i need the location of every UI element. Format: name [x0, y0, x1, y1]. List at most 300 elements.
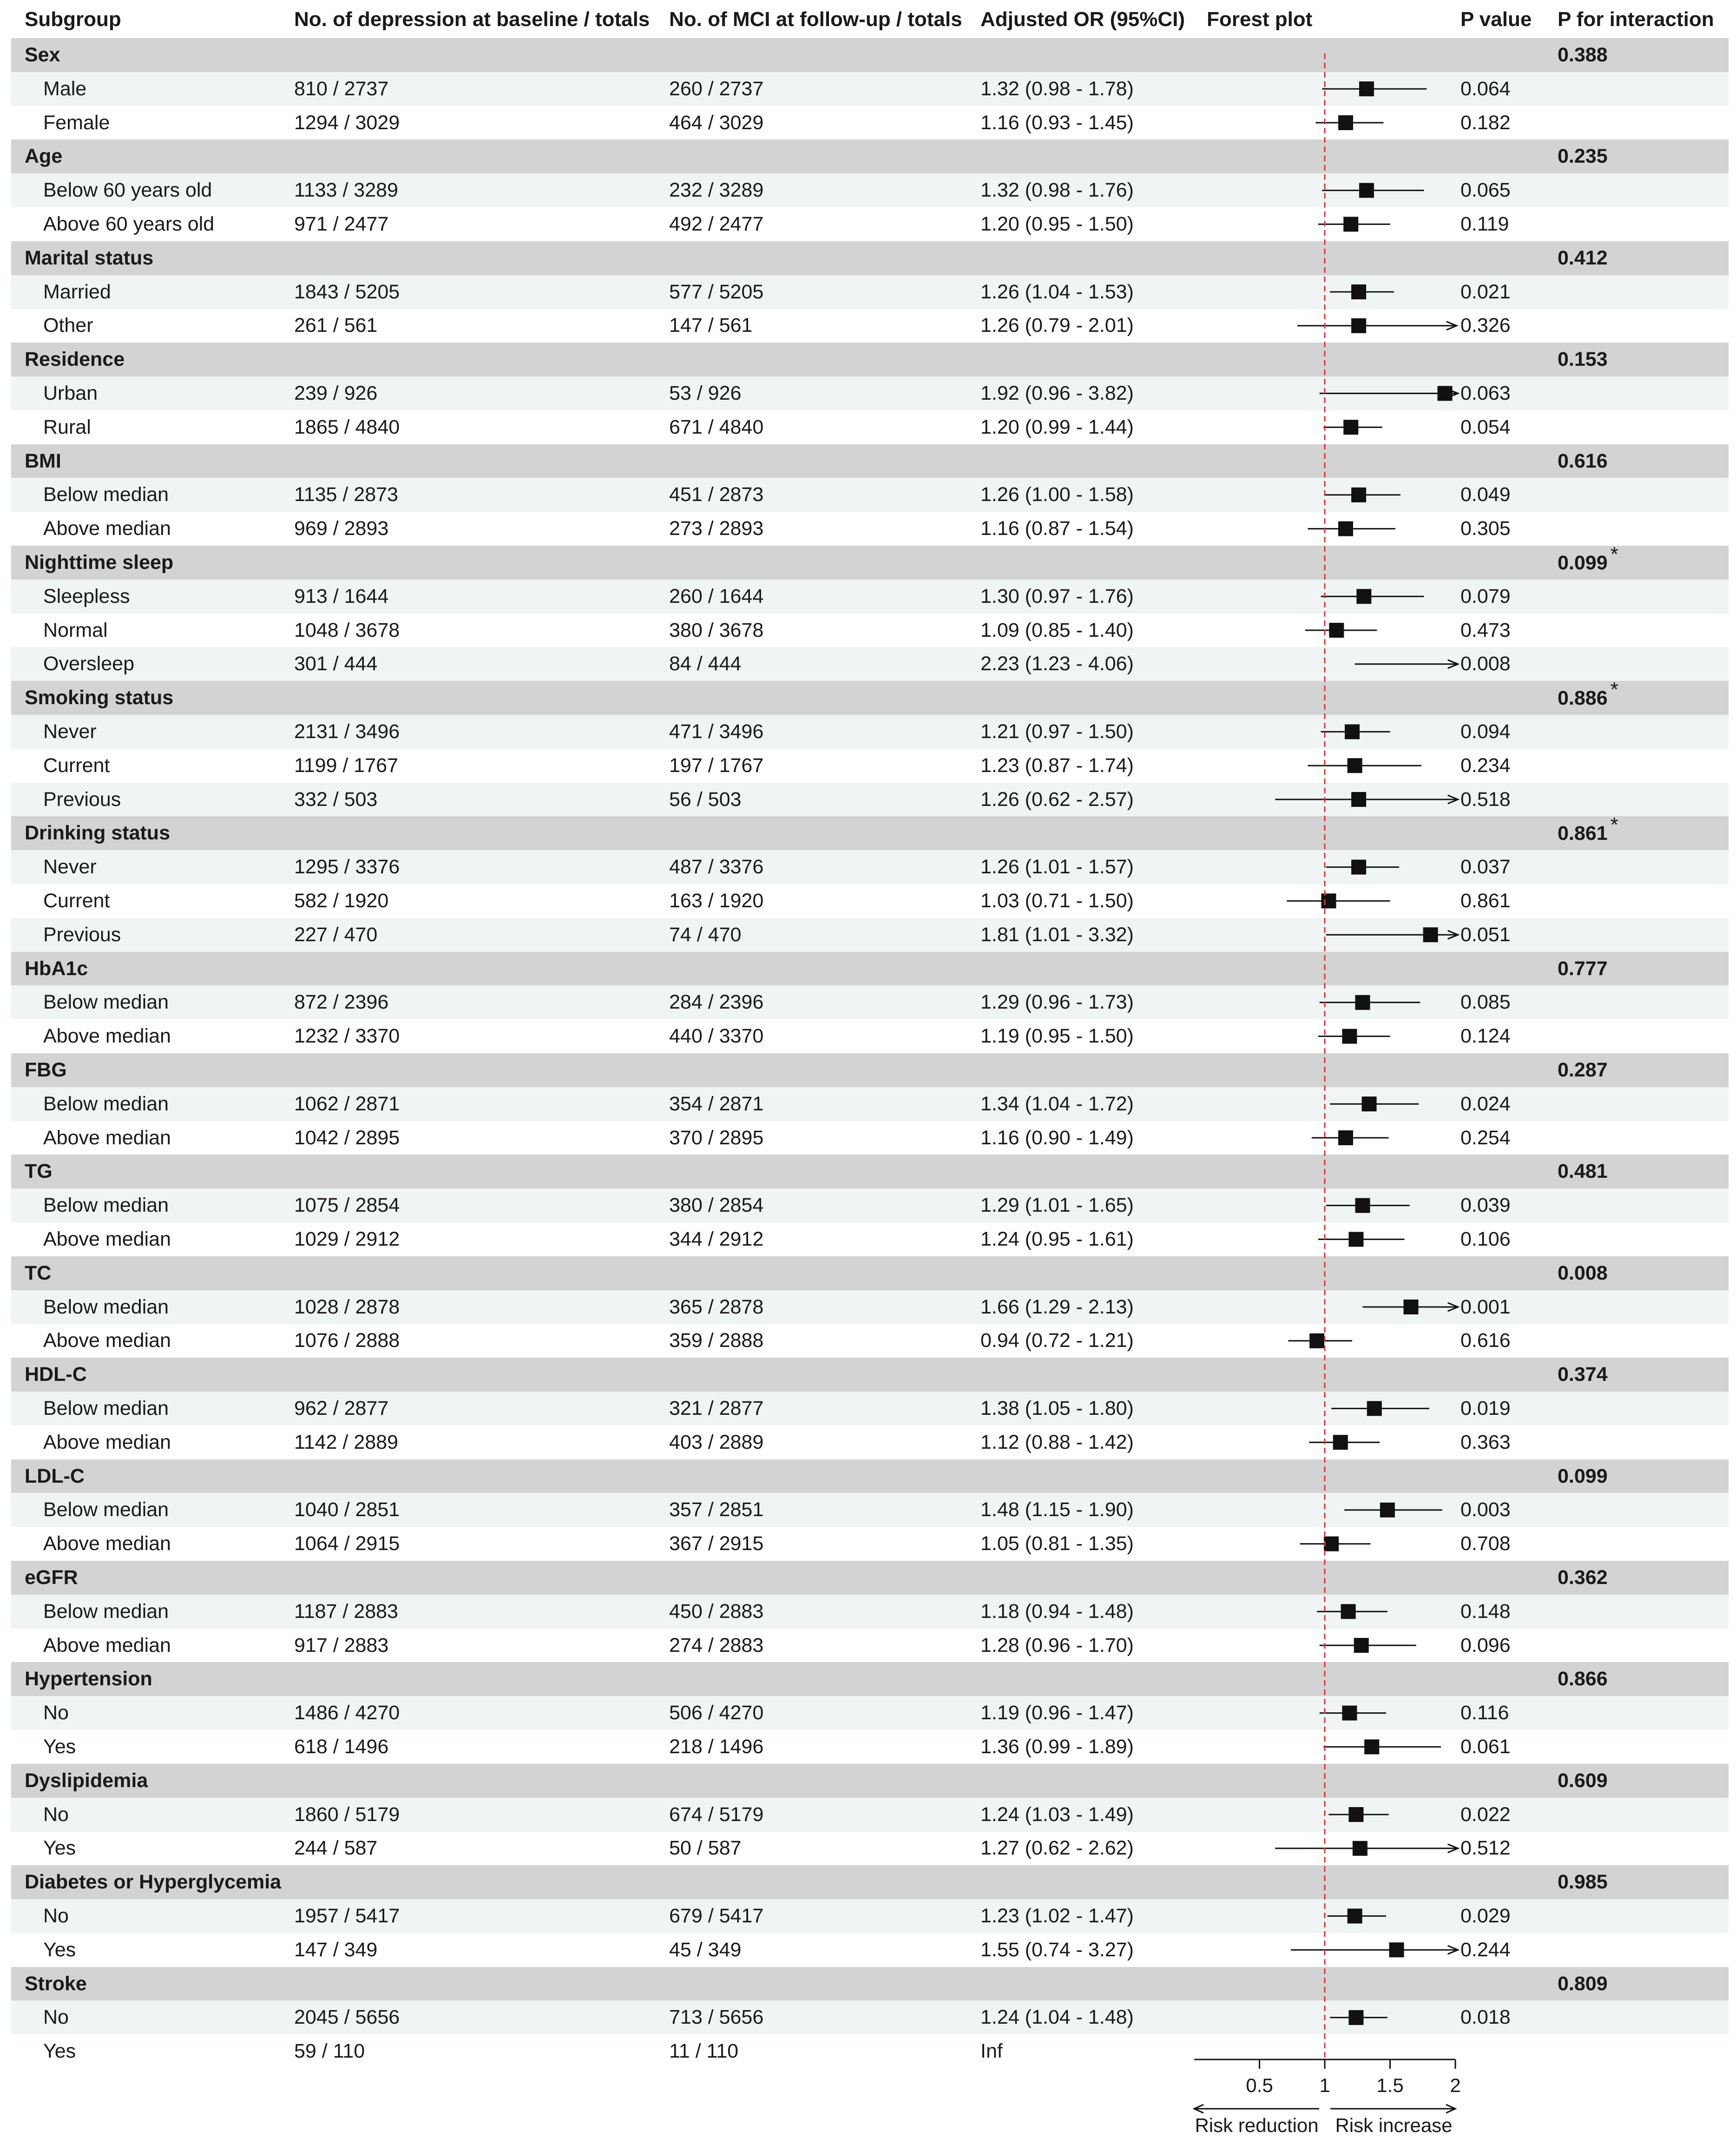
- significance-star: *: [1610, 678, 1618, 701]
- baseline-count: 582 / 1920: [294, 890, 389, 912]
- p-value: 0.001: [1460, 1295, 1511, 1318]
- risk-increase-arrow: [1330, 2105, 1455, 2113]
- followup-count: 450 / 2883: [669, 1600, 764, 1623]
- followup-count: 492 / 2477: [669, 213, 764, 235]
- subgroup-label: Below median: [43, 1397, 169, 1419]
- subgroup-label: No: [43, 1803, 69, 1826]
- group-row: [11, 1256, 1729, 1290]
- followup-count: 403 / 2889: [669, 1431, 764, 1453]
- subgroup-row: [11, 1899, 1729, 1933]
- baseline-count: 261 / 561: [294, 314, 378, 337]
- p-value: 0.119: [1460, 213, 1509, 235]
- baseline-count: 1843 / 5205: [294, 280, 400, 303]
- subgroup-row: [11, 376, 1729, 410]
- followup-count: 713 / 5656: [669, 2006, 764, 2029]
- followup-count: 53 / 926: [669, 382, 742, 404]
- p-interaction: 0.861 *: [1558, 813, 1618, 845]
- p-interaction: 0.374: [1558, 1363, 1608, 1386]
- baseline-count: 962 / 2877: [294, 1397, 389, 1419]
- p-value: 0.064: [1460, 77, 1511, 100]
- subgroup-label: Rural: [43, 416, 91, 438]
- subgroup-label: Above median: [43, 1634, 171, 1657]
- p-value: 0.254: [1460, 1126, 1511, 1149]
- subgroup-label: Normal: [43, 619, 108, 641]
- subgroup-label: Below median: [43, 1092, 169, 1115]
- p-value: 0.708: [1460, 1532, 1511, 1555]
- baseline-count: 1064 / 2915: [294, 1532, 400, 1555]
- subgroup-row: [11, 1426, 1729, 1459]
- baseline-count: 2131 / 3496: [294, 720, 400, 743]
- adjusted-or: 1.16 (0.93 - 1.45): [980, 111, 1134, 134]
- p-interaction: 0.412: [1558, 246, 1608, 269]
- subgroup-label: Yes: [43, 2040, 76, 2063]
- subgroup-label: Above median: [43, 1228, 171, 1250]
- subgroup-label: Yes: [43, 1938, 76, 1961]
- p-value: 0.049: [1460, 483, 1511, 506]
- p-value: 0.305: [1460, 517, 1511, 540]
- baseline-count: 1133 / 3289: [294, 179, 398, 202]
- subgroup-row: [11, 1392, 1729, 1426]
- subgroup-label: Never: [43, 856, 97, 878]
- subgroup-row: [11, 1831, 1729, 1865]
- baseline-count: 618 / 1496: [294, 1736, 389, 1758]
- followup-count: 45 / 349: [669, 1938, 742, 1961]
- p-value: 0.051: [1460, 923, 1511, 946]
- subgroup-row: [11, 749, 1729, 783]
- group-label: Sex: [25, 44, 60, 66]
- adjusted-or: 1.32 (0.98 - 1.76): [980, 179, 1134, 202]
- subgroup-label: Above median: [43, 1329, 171, 1352]
- adjusted-or: 1.12 (0.88 - 1.42): [980, 1431, 1134, 1453]
- followup-count: 218 / 1496: [669, 1736, 764, 1758]
- risk-increase-label: Risk increase: [1335, 2114, 1453, 2136]
- baseline-count: 810 / 2737: [294, 77, 389, 100]
- header-baseline: No. of depression at baseline / totals: [294, 8, 650, 31]
- adjusted-or: Inf: [980, 2040, 1003, 2063]
- adjusted-or: 1.38 (1.05 - 1.80): [980, 1397, 1134, 1419]
- p-value: 0.473: [1460, 619, 1511, 641]
- group-label: LDL-C: [25, 1465, 85, 1487]
- adjusted-or: 1.28 (0.96 - 1.70): [980, 1634, 1134, 1657]
- followup-count: 321 / 2877: [669, 1397, 764, 1419]
- subgroup-label: Yes: [43, 1837, 76, 1860]
- baseline-count: 1042 / 2895: [294, 1126, 400, 1149]
- baseline-count: 1062 / 2871: [294, 1092, 400, 1115]
- adjusted-or: 1.34 (1.04 - 1.72): [980, 1092, 1134, 1115]
- subgroup-label: Male: [43, 77, 87, 100]
- subgroup-row: [11, 72, 1729, 106]
- p-interaction: 0.099: [1558, 1465, 1608, 1487]
- subgroup-label: Never: [43, 720, 97, 743]
- adjusted-or: 1.24 (1.03 - 1.49): [980, 1803, 1134, 1826]
- p-value: 0.116: [1460, 1702, 1509, 1724]
- subgroup-label: Current: [43, 890, 110, 912]
- adjusted-or: 1.32 (0.98 - 1.78): [980, 77, 1134, 100]
- adjusted-or: 1.09 (0.85 - 1.40): [980, 619, 1134, 641]
- adjusted-or: 1.20 (0.99 - 1.44): [980, 416, 1134, 438]
- subgroup-row: [11, 918, 1729, 952]
- followup-count: 471 / 3496: [669, 720, 764, 743]
- p-interaction: 0.777: [1558, 957, 1608, 980]
- followup-count: 354 / 2871: [669, 1092, 764, 1115]
- subgroup-label: Below median: [43, 991, 169, 1014]
- baseline-count: 1486 / 4270: [294, 1702, 400, 1724]
- adjusted-or: 1.19 (0.96 - 1.47): [980, 1702, 1134, 1724]
- followup-count: 577 / 5205: [669, 280, 764, 303]
- followup-count: 370 / 2895: [669, 1126, 764, 1149]
- subgroup-row: [11, 850, 1729, 884]
- p-value: 0.018: [1460, 2006, 1511, 2029]
- group-row: [11, 952, 1729, 986]
- followup-count: 344 / 2912: [669, 1228, 764, 1250]
- group-row: [11, 1865, 1729, 1899]
- subgroup-row: [11, 614, 1729, 647]
- baseline-count: 1029 / 2912: [294, 1228, 400, 1250]
- followup-count: 197 / 1767: [669, 754, 764, 777]
- followup-count: 260 / 2737: [669, 77, 764, 100]
- adjusted-or: 1.24 (0.95 - 1.61): [980, 1228, 1134, 1250]
- group-label: Smoking status: [25, 686, 174, 709]
- subgroup-label: Previous: [43, 923, 121, 946]
- subgroup-row: [11, 647, 1729, 681]
- subgroup-row: [11, 1933, 1729, 1967]
- risk-reduction-arrow: [1194, 2105, 1319, 2113]
- subgroup-row: [11, 309, 1729, 343]
- subgroup-label: Urban: [43, 382, 98, 404]
- group-label: TG: [25, 1160, 53, 1183]
- group-row: [11, 1459, 1729, 1493]
- subgroup-label: Above 60 years old: [43, 213, 215, 235]
- subgroup-row: [11, 1121, 1729, 1155]
- baseline-count: 971 / 2477: [294, 213, 389, 235]
- subgroup-label: Previous: [43, 788, 121, 811]
- followup-count: 440 / 3370: [669, 1025, 764, 1048]
- p-value: 0.008: [1460, 653, 1511, 675]
- subgroup-label: No: [43, 1702, 69, 1724]
- p-value: 0.326: [1460, 314, 1511, 337]
- followup-count: 451 / 2873: [669, 483, 764, 506]
- baseline-count: 1028 / 2878: [294, 1295, 400, 1318]
- x-tick-label: 2: [1450, 2074, 1461, 2096]
- subgroup-row: [11, 1188, 1729, 1222]
- adjusted-or: 1.48 (1.15 - 1.90): [980, 1498, 1134, 1521]
- subgroup-row: [11, 410, 1729, 444]
- group-row: [11, 543, 1729, 580]
- followup-count: 74 / 470: [669, 923, 742, 946]
- p-interaction: 0.287: [1558, 1059, 1608, 1081]
- p-value: 0.054: [1460, 416, 1511, 438]
- baseline-count: 1076 / 2888: [294, 1329, 400, 1352]
- baseline-count: 969 / 2893: [294, 517, 389, 540]
- adjusted-or: 0.94 (0.72 - 1.21): [980, 1329, 1134, 1352]
- followup-count: 284 / 2396: [669, 991, 764, 1014]
- group-row: [11, 1053, 1729, 1087]
- adjusted-or: 1.16 (0.87 - 1.54): [980, 517, 1134, 540]
- followup-count: 671 / 4840: [669, 416, 764, 438]
- followup-count: 274 / 2883: [669, 1634, 764, 1657]
- subgroup-row: [11, 1527, 1729, 1561]
- x-tick-label: 1: [1319, 2074, 1330, 2096]
- adjusted-or: 1.23 (0.87 - 1.74): [980, 754, 1134, 777]
- p-value: 0.096: [1460, 1634, 1511, 1657]
- p-interaction: 0.616: [1558, 449, 1608, 472]
- baseline-count: 1860 / 5179: [294, 1803, 400, 1826]
- adjusted-or: 1.26 (1.00 - 1.58): [980, 483, 1134, 506]
- p-value: 0.029: [1460, 1905, 1511, 1927]
- baseline-count: 917 / 2883: [294, 1634, 389, 1657]
- baseline-count: 1075 / 2854: [294, 1194, 400, 1217]
- group-label: FBG: [25, 1059, 67, 1081]
- subgroup-row: [11, 1493, 1729, 1527]
- group-label: Marital status: [25, 246, 154, 269]
- header-followup: No. of MCI at follow-up / totals: [669, 8, 962, 31]
- subgroup-row: [11, 1595, 1729, 1629]
- baseline-count: 1048 / 3678: [294, 619, 400, 641]
- adjusted-or: 1.26 (1.01 - 1.57): [980, 856, 1134, 878]
- baseline-count: 2045 / 5656: [294, 2006, 400, 2029]
- group-row: [11, 1561, 1729, 1595]
- group-label: HDL-C: [25, 1363, 87, 1386]
- subgroup-row: [11, 985, 1729, 1019]
- baseline-count: 1040 / 2851: [294, 1498, 400, 1521]
- baseline-count: 1142 / 2889: [294, 1431, 398, 1453]
- header-adjusted-or: Adjusted OR (95%CI): [980, 8, 1185, 31]
- p-interaction: 0.866: [1558, 1668, 1608, 1690]
- group-row: [11, 1155, 1729, 1188]
- subgroup-label: Below median: [43, 1498, 169, 1521]
- subgroup-row: [11, 2000, 1729, 2034]
- group-label: Hypertension: [25, 1668, 152, 1690]
- subgroup-row: [11, 1798, 1729, 1832]
- p-value: 0.065: [1460, 179, 1511, 202]
- subgroup-row: [11, 275, 1729, 309]
- subgroup-row: [11, 512, 1729, 546]
- subgroup-label: Below median: [43, 1194, 169, 1217]
- header-p-value: P value: [1460, 8, 1532, 31]
- subgroup-label: Below median: [43, 483, 169, 506]
- baseline-count: 1232 / 3370: [294, 1025, 400, 1048]
- group-row: [11, 38, 1729, 72]
- p-interaction: 0.099 *: [1558, 543, 1618, 574]
- group-row: [11, 139, 1729, 173]
- adjusted-or: 2.23 (1.23 - 4.06): [980, 653, 1134, 675]
- baseline-count: 301 / 444: [294, 653, 378, 675]
- subgroup-label: Yes: [43, 1736, 76, 1758]
- adjusted-or: 1.26 (1.04 - 1.53): [980, 280, 1134, 303]
- significance-star: *: [1610, 543, 1618, 566]
- subgroup-row: [11, 106, 1729, 140]
- p-value: 0.182: [1460, 111, 1511, 134]
- followup-count: 365 / 2878: [669, 1295, 764, 1318]
- followup-count: 464 / 3029: [669, 111, 764, 134]
- group-row: [11, 1662, 1729, 1696]
- adjusted-or: 1.21 (0.97 - 1.50): [980, 720, 1134, 743]
- p-interaction: 0.481: [1558, 1160, 1608, 1183]
- p-interaction: 0.809: [1558, 1972, 1608, 1995]
- p-interaction: 0.153: [1558, 348, 1608, 371]
- subgroup-label: Above median: [43, 1126, 171, 1149]
- followup-count: 273 / 2893: [669, 517, 764, 540]
- p-value: 0.244: [1460, 1938, 1511, 1961]
- subgroup-row: [11, 1290, 1729, 1324]
- p-value: 0.616: [1460, 1329, 1511, 1352]
- subgroup-label: Above median: [43, 1025, 171, 1048]
- followup-count: 506 / 4270: [669, 1702, 764, 1724]
- p-value: 0.106: [1460, 1228, 1511, 1250]
- group-label: Drinking status: [25, 822, 170, 845]
- followup-count: 11 / 110: [669, 2040, 739, 2063]
- risk-reduction-label: Risk reduction: [1195, 2114, 1319, 2136]
- followup-count: 163 / 1920: [669, 890, 764, 912]
- subgroup-row: [11, 1696, 1729, 1730]
- subgroup-label: Above median: [43, 517, 171, 540]
- followup-count: 357 / 2851: [669, 1498, 764, 1521]
- subgroup-row: [11, 1324, 1729, 1358]
- p-value: 0.022: [1460, 1803, 1511, 1826]
- subgroup-label: Current: [43, 754, 110, 777]
- p-value: 0.079: [1460, 585, 1511, 607]
- baseline-count: 1294 / 3029: [294, 111, 400, 134]
- group-row: [11, 343, 1729, 376]
- adjusted-or: 1.30 (0.97 - 1.76): [980, 585, 1134, 607]
- subgroup-row: [11, 715, 1729, 749]
- group-label: Dyslipidemia: [25, 1769, 148, 1792]
- header-subgroup: Subgroup: [25, 8, 121, 31]
- followup-count: 147 / 561: [669, 314, 753, 337]
- group-row: [11, 1358, 1729, 1392]
- p-value: 0.094: [1460, 720, 1511, 743]
- adjusted-or: 1.29 (1.01 - 1.65): [980, 1194, 1134, 1217]
- subgroup-row: [11, 1019, 1729, 1053]
- subgroup-row: [11, 884, 1729, 918]
- adjusted-or: 1.55 (0.74 - 3.27): [980, 1938, 1134, 1961]
- p-value: 0.518: [1460, 788, 1511, 811]
- adjusted-or: 1.03 (0.71 - 1.50): [980, 890, 1134, 912]
- subgroup-row: [11, 1222, 1729, 1256]
- group-row: [11, 444, 1729, 478]
- subgroup-label: Below median: [43, 1600, 169, 1623]
- p-value: 0.039: [1460, 1194, 1511, 1217]
- group-label: HbA1c: [25, 957, 88, 980]
- x-tick-label: 1.5: [1376, 2074, 1404, 2096]
- baseline-count: 332 / 503: [294, 788, 378, 811]
- followup-count: 359 / 2888: [669, 1329, 764, 1352]
- adjusted-or: 1.16 (0.90 - 1.49): [980, 1126, 1134, 1149]
- adjusted-or: 1.18 (0.94 - 1.48): [980, 1600, 1134, 1623]
- group-row: [11, 241, 1729, 275]
- group-label: eGFR: [25, 1566, 78, 1589]
- baseline-count: 59 / 110: [294, 2040, 365, 2063]
- group-row: [11, 1967, 1729, 2001]
- group-row: [11, 678, 1729, 715]
- baseline-count: 147 / 349: [294, 1938, 378, 1961]
- p-value: 0.061: [1460, 1736, 1511, 1758]
- subgroup-label: No: [43, 2006, 69, 2029]
- p-interaction: 0.362: [1558, 1566, 1608, 1589]
- header-p-interaction: P for interaction: [1558, 8, 1714, 31]
- subgroup-label: Above median: [43, 1431, 171, 1453]
- baseline-count: 1295 / 3376: [294, 856, 400, 878]
- baseline-count: 239 / 926: [294, 382, 378, 404]
- adjusted-or: 1.20 (0.95 - 1.50): [980, 213, 1134, 235]
- p-value: 0.124: [1460, 1025, 1511, 1048]
- subgroup-label: Below 60 years old: [43, 179, 212, 202]
- baseline-count: 1957 / 5417: [294, 1905, 400, 1927]
- baseline-count: 1135 / 2873: [294, 483, 398, 506]
- header-forest-plot: Forest plot: [1207, 8, 1313, 31]
- subgroup-label: No: [43, 1905, 69, 1927]
- followup-count: 487 / 3376: [669, 856, 764, 878]
- adjusted-or: 1.66 (1.29 - 2.13): [980, 1295, 1134, 1318]
- followup-count: 232 / 3289: [669, 179, 764, 202]
- group-label: Diabetes or Hyperglycemia: [25, 1871, 282, 1894]
- p-interaction: 0.886 *: [1558, 678, 1618, 710]
- subgroup-label: Below median: [43, 1295, 169, 1318]
- p-value: 0.037: [1460, 856, 1511, 878]
- group-row: [11, 1764, 1729, 1798]
- followup-count: 260 / 1644: [669, 585, 764, 607]
- followup-count: 380 / 3678: [669, 619, 764, 641]
- subgroup-row: [11, 783, 1729, 817]
- adjusted-or: 1.36 (0.99 - 1.89): [980, 1736, 1134, 1758]
- group-label: Age: [25, 145, 63, 168]
- subgroup-row: [11, 1730, 1729, 1764]
- subgroup-label: Sleepless: [43, 585, 130, 607]
- adjusted-or: 1.81 (1.01 - 3.32): [980, 923, 1134, 946]
- p-value: 0.234: [1460, 754, 1511, 777]
- significance-star: *: [1610, 813, 1618, 837]
- p-value: 0.021: [1460, 280, 1511, 303]
- p-value: 0.363: [1460, 1431, 1511, 1453]
- followup-count: 679 / 5417: [669, 1905, 764, 1927]
- group-label: Stroke: [25, 1972, 87, 1995]
- adjusted-or: 1.24 (1.04 - 1.48): [980, 2006, 1134, 2029]
- subgroup-label: Married: [43, 280, 111, 303]
- p-interaction: 0.235: [1558, 145, 1608, 168]
- group-label: BMI: [25, 449, 61, 472]
- p-value: 0.512: [1460, 1837, 1511, 1860]
- baseline-count: 913 / 1644: [294, 585, 389, 607]
- p-value: 0.024: [1460, 1092, 1511, 1115]
- followup-count: 380 / 2854: [669, 1194, 764, 1217]
- p-value: 0.085: [1460, 991, 1511, 1014]
- adjusted-or: 1.29 (0.96 - 1.73): [980, 991, 1134, 1014]
- group-row: [11, 813, 1729, 850]
- p-interaction: 0.609: [1558, 1769, 1608, 1792]
- adjusted-or: 1.92 (0.96 - 3.82): [980, 382, 1134, 404]
- subgroup-row: [11, 2034, 1729, 2068]
- p-interaction: 0.008: [1558, 1261, 1608, 1284]
- p-value: 0.148: [1460, 1600, 1511, 1623]
- subgroup-row: [11, 173, 1729, 207]
- group-label: TC: [25, 1261, 52, 1284]
- p-interaction: 0.985: [1558, 1871, 1608, 1894]
- baseline-count: 1865 / 4840: [294, 416, 400, 438]
- p-value: 0.861: [1460, 890, 1511, 912]
- baseline-count: 227 / 470: [294, 923, 378, 946]
- baseline-count: 872 / 2396: [294, 991, 389, 1014]
- subgroup-label: Above median: [43, 1532, 171, 1555]
- subgroup-label: Other: [43, 314, 93, 337]
- subgroup-label: Oversleep: [43, 653, 134, 675]
- followup-count: 674 / 5179: [669, 1803, 764, 1826]
- followup-count: 84 / 444: [669, 653, 742, 675]
- p-value: 0.019: [1460, 1397, 1511, 1419]
- followup-count: 50 / 587: [669, 1837, 742, 1860]
- adjusted-or: 1.27 (0.62 - 2.62): [980, 1837, 1134, 1860]
- baseline-count: 244 / 587: [294, 1837, 378, 1860]
- group-label: Residence: [25, 348, 125, 371]
